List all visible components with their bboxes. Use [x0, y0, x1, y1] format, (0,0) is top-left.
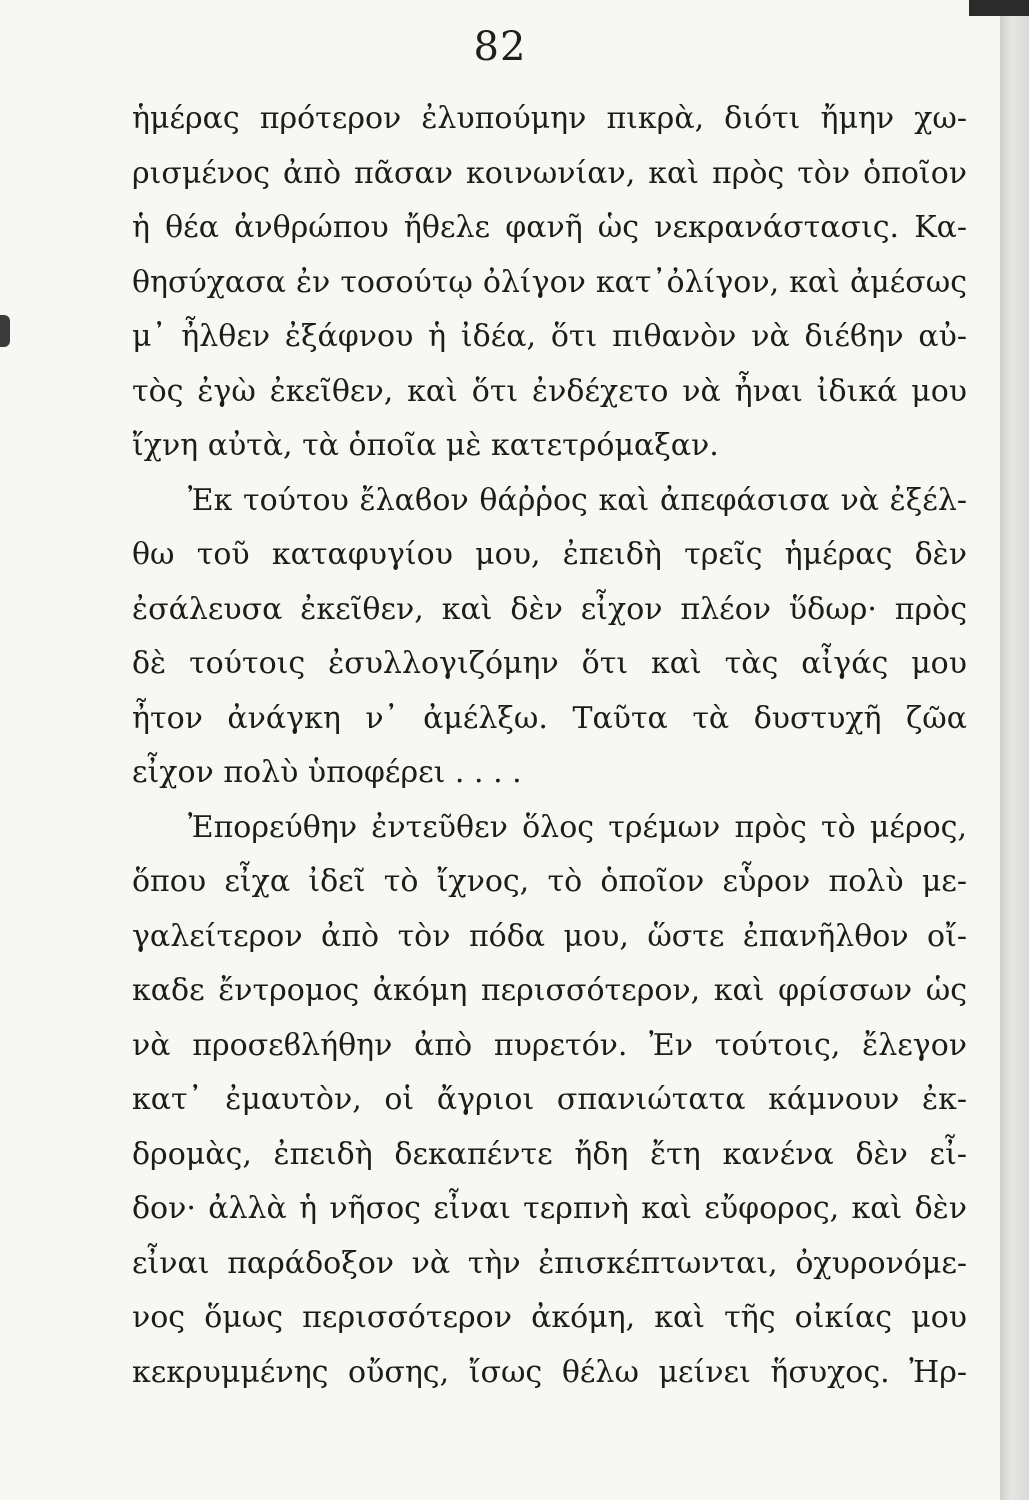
- text-line: εἶναι παράδοξον νὰ τὴν ἐπισκέπτωνται, ὀχυρονόμε-: [132, 1245, 967, 1281]
- text-line: Ἐκ τούτου ἔλαϐον θάῤῥος καὶ ἀπεφάσισα νὰ ἐξέλ-: [188, 482, 967, 518]
- text-line: δον· ἀλλὰ ἡ νῆσος εἶναι τερπνὴ καὶ εὔφορος, καὶ δὲν: [132, 1191, 967, 1226]
- text-line: γαλείτερον ἀπὸ τὸν πόδα μου, ὥστε ἐπανῆλθον οἴ-: [132, 918, 967, 954]
- text-line: ἐσάλευσα ἐκεῖθεν, καὶ δὲν εἶχον πλέον ὕδωρ· πρὸς: [132, 591, 967, 627]
- scan-mark: [969, 0, 1029, 16]
- text-line: ρισμένος ἀπὸ πᾶσαν κοινωνίαν, καὶ πρὸς τὸν ὁποῖον: [132, 155, 967, 191]
- text-line: δρομὰς, ἐπειδὴ δεκαπέντε ἤδη ἔτη κανένα δὲν εἶ-: [132, 1136, 967, 1172]
- text-line: νος ὅμως περισσότερον ἀκόμη, καὶ τῆς οἰκίας μου: [132, 1300, 967, 1335]
- text-line: τὸς ἐγὼ ἐκεῖθεν, καὶ ὅτι ἐνδέχετο νὰ ἦναι ἰδικά μου: [132, 373, 967, 409]
- text-line: κατ᾽ ἐμαυτὸν, οἱ ἄγριοι σπανιώτατα κάμνουν ἐκ-: [132, 1082, 967, 1117]
- page-edge: [1000, 0, 1029, 1500]
- text-line: θησύχασα ἐν τοσούτῳ ὀλίγον κατ᾽ὀλίγον, καὶ ἀμέσως: [132, 264, 967, 300]
- text-line: εἶχον πολὺ ὑποφέρει . . . .: [132, 755, 522, 790]
- text-line: Ἐπορεύθην ἐντεῦθεν ὅλος τρέμων πρὸς τὸ μέρος,: [188, 809, 967, 845]
- page-number: 82: [473, 24, 527, 70]
- text-line: μ᾽ ἦλθεν ἐξάφνου ἡ ἰδέα, ὅτι πιθανὸν νὰ διέϐην αὐ-: [132, 319, 967, 354]
- text-line: δὲ τούτοις ἐσυλλογιζόμην ὅτι καὶ τὰς αἶγάς μου: [132, 646, 967, 681]
- binding-mark: [0, 315, 10, 347]
- text-line: κεκρυμμένης οὔσης, ἴσως θέλω μείνει ἥσυχος. Ἠρ-: [132, 1354, 967, 1390]
- body-text: [132, 92, 967, 1400]
- text-line: ἡ θέα ἀνθρώπου ἤθελε φανῆ ὡς νεκρανάστασις. Κα-: [132, 210, 967, 245]
- text-line: καδε ἔντρομος ἀκόμη περισσότερον, καὶ φρίσσων ὡς: [132, 973, 967, 1008]
- text-line: ἡμέρας πρότερον ἐλυπούμην πικρὰ, διότι ἤμην χω-: [132, 101, 967, 136]
- text-line: ἦτον ἀνάγκη ν᾽ ἀμέλξω. Ταῦτα τὰ δυστυχῆ ζῶα: [132, 700, 967, 736]
- text-line: ὅπου εἶχα ἰδεῖ τὸ ἴχνος, τὸ ὁποῖον εὗρον πολὺ με-: [132, 864, 967, 899]
- text-line: θω τοῦ καταφυγίου μου, ἐπειδὴ τρεῖς ἡμέρας δὲν: [132, 537, 967, 572]
- text-line: νὰ προσεϐλήθην ἀπὸ πυρετόν. Ἐν τούτοις, ἔλεγον: [132, 1027, 967, 1063]
- text-line: ἴχνη αὐτὰ, τὰ ὁποῖα μὲ κατετρόμαξαν.: [132, 428, 719, 463]
